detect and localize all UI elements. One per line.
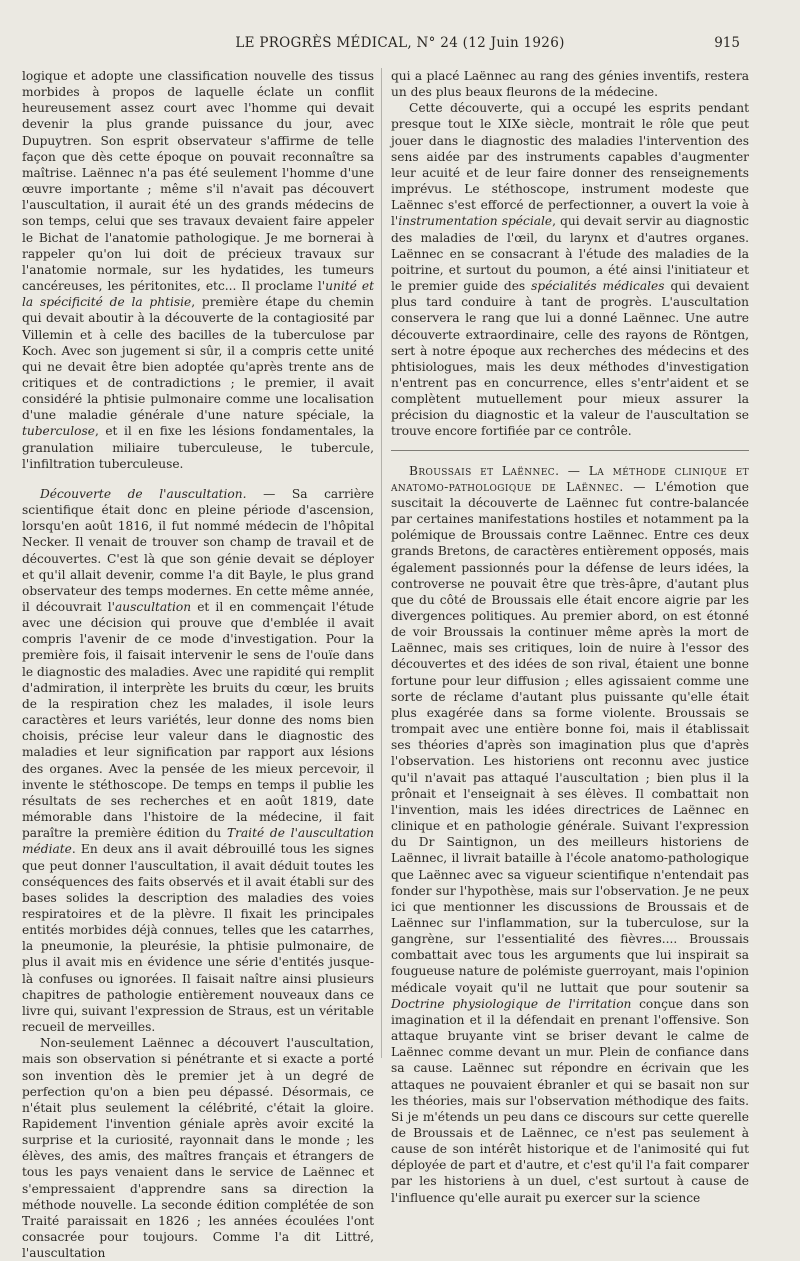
emphasis-specialites: spécialités médicales [531,279,665,294]
text-run: qui a placé Laënnec au rang des génies inventifs, restera un des plus beaux fleurons de la médecine. [391,69,749,100]
left-column [22,68,375,1261]
text-run: logique et adopte une classification nouvelle des tissus morbides à propos de laquelle éclate un conflit heureusement assez court avec l'homme qui devait devenir la plus grande puissance du jour, avec Dupuytren. Son esprit observateur s'affirme de telle façon que dès cette époque on pouvait reconnaître sa maîtrise. Laënnec n'a pas été seulement l'homme d'une œuvre importante ; même s'il n'avait pas découvert l'auscultation, il aurait été un des grands médecins de son temps, celui que ses travaux devaient faire appeler le Bichat de l'anatomie pathologique. Je me bornerai à rappeler qu'on lui doit de précieux travaux sur l'anatomie normale, sur les hydatides, les tumeurs cancéreuses, les péritonites, etc... Il proclame l' [22,69,374,294]
text-run: — Sa carrière scientifique était donc en pleine période d'ascension, lorsqu'en août 1816, il fut nommé médecin de l'hôpital Necker. Il venait de trouver son champ de travail et de découvertes. C'est là que son génie devait se déployer et qu'il allait devenir, comme l'a dit Bayle, le plus grand observateur des temps modernes. En cette même année, il découvrait l' [22,486,374,614]
text-run: Cette découverte, qui a occupé les esprits pendant presque tout le XIXe siècle, montrait le rôle que peut jouer dans le diagnostic des maladies l'intervention des sens aidée par des instruments capables d'augmenter leur acuité et de leur faire donner des renseignements imprévus. Le stéthoscope, instrument modeste que Laënnec s'est efforcé de perfectionner, a ouvert la voie à l' [391,101,749,229]
section-heading-auscultation: Découverte de l'auscultation. [40,486,247,501]
text-run: . En deux ans il avait débrouillé tous les signes que peut donner l'auscultation, il avait déduit toutes les conséquences des faits observés et il avait établi sur des bases solides la description des maladies des voies respiratoires et de la plèvre. Il fixait les principales entités morbides déjà connues, telles que les catarrhes, la pneumonie, la pleurésie, la phtisie pulmonaire, de plus il avait mis en évidence une série d'entités jusque-là confuses ou ignorées. Il faisait naître ainsi plusieurs chapitres de pathologie entièrement nouveaux dans ce livre qui, suivant l'expression de Straus, est un véritable recueil de merveilles. [22,842,374,1035]
emphasis-tuberculose: tuberculose [22,424,95,439]
paragraph-fleurons [391,68,749,100]
emphasis-doctrine: Doctrine physiologique de l'irritation [391,996,632,1011]
text-run: et il en commençait l'étude avec une décision qui prouve que d'emblée il avait compris l'avenir de ce mode d'investigation. Pour la première fois, il faisait intervenir le sens de l'ouïe dans le diagnostic des maladies. Avec une rapidité qui remplit d'admiration, il interprète les bruits du cœur, les bruits de la respiration chez les malades, il isole leurs caractères et leurs variétés, leur donne des noms bien choisis, précise leur valeur dans le diagnostic des maladies et leur signification par rapport aux lésions des organes. Avec la pensée de les mieux percevoir, il invente le stéthoscope. De temps en temps il publie les résultats de ses recherches et en août 1819, date mémorable dans l'histoire de la médecine, il fait paraître la première édition du [22,600,374,841]
emphasis-unite: unité et la spécificité de la phtisie [22,279,374,310]
emphasis-auscultation: auscultation [115,600,192,614]
section-heading-broussais: Broussais et Laënnec. — La méthode clinique et anatomo-pathologique de Laënnec. [391,463,749,494]
text-run: , première étape du chemin qui devait aboutir à la découverte de la contagiosité par Villemin et à celle des bacilles de la tuberculose par Koch. Avec son jugement si sûr, il a compris cette unité qui ne devait être bien adoptée qu'après trente ans de critiques et de contradictions ; le premier, il avait considéré la phtisie pulmonaire comme une localisation d'une maladie générale d'une nature spéciale, la [22,295,375,423]
text-run: — L'émotion que suscitait la découverte de Laënnec fut contre-balancée par certaines manifestations hostiles et notamment pa la polémique de Broussais contre Laënnec. Entre ces deux grands Bretons, de caractères entièrement opposés, mais également passionnés pour la défense de leurs idées, la controverse ne pouvait être que très-âpre, d'autant plus que du côté de Broussais elle était encore aigrie par les divergences politiques. Au premier abord, on est étonné de voir Broussais la continuer même après la mort de Laënnec, mais ses critiques, loin de nuire à l'essor des découvertes et des idées de son rival, étaient une bonne fortune pour leur diffusion ; elles agissaient comme une sorte de réclame d'autant plus puissante qu'elle était plus exagérée dans sa forme violente. Broussais se trompait avec une entière bonne foi, mais il établissait ses théories d'après son imagination plus que d'après l'observation. Les historiens ont reconnu avec justice qu'il n'avait pas attaqué l'auscultation ; bien plus il la prônait et l'enseignait à ses élèves. Il combattait non l'invention, mais les idées directrices de Laënnec en clinique et en pathologie générale. Suivant l'expression du Dr Saintignon, un des meilleurs historiens de Laënnec, il livrait bataille à l'école anatomo-pathologique que Laënnec avec sa vigueur scientifique n'entendait pas fonder sur l'hypothèse, mais sur l'observation. Je ne peux ici que mentionner les discussions de Broussais et de Laënnec sur l'inflammation, sur la tuberculose, sur la gangrène, sur l'essentialité des fièvres.... Broussais combattait avec tous les arguments que lui inspirait sa fougueuse nature de polémiste guerroyant, mais l'opinion médicale voyait qu'il ne luttait que pour soutenir sa [391,479,749,995]
paragraph-broussais [391,463,749,1206]
paragraph-cette-decouverte [391,100,749,439]
text-run: , et il en fixe les lésions fondamentales, la granulation miliaire tuberculeuse, le tubercule, l'infiltration tuberculeuse. [22,424,374,471]
running-title: LE PROGRÈS MÉDICAL, N° 24 (12 Juin 1926) [235,35,565,51]
page-header [0,32,800,56]
section-rule [391,450,749,451]
paragraph-decouverte [22,486,374,1035]
right-column [391,68,749,1205]
emphasis-instrumentation: instrumentation spéciale [398,214,553,229]
paragraph-tissus [22,68,374,472]
page-number: 915 [714,35,740,51]
text-run: conçue dans son imagination et il la défendait en prenant l'offensive. Son attaque bruyante vint se briser devant le calme de Laënnec comme devant un mur. Plein de confiance dans sa cause. Laënnec sut répondre en écrivain que les attaques ne pouvaient ébranler et qui se basait non sur les théories, mais sur l'observation méthodique des faits. Si je m'étends un peu dans ce discours sur cette querelle de Broussais et de Laënnec, ce n'est pas seulement à cause de son intérêt historique et de l'animosité qui fut déployée de part et d'autre, et c'est qu'il l'a fait comparer par les historiens à un duel, c'est surtout à cause de l'influence qu'elle aurait pu exercer sur la science [391,996,749,1205]
text-run: Non-seulement Laënnec a découvert l'auscultation, mais son observation si pénétrante et si exacte a porté son invention dès le premier jet à un degré de perfection qu'on a bien peu dépassé. Désormais, ce n'était plus seulement la célébrité, c'était la gloire. Rapidement l'invention géniale après avoir excité la surprise et la curiosité, rayonnait dans le monde ; les élèves, des amis, des maîtres français et étrangers de tous les pays venaient dans le service de Laënnec et s'empressaient d'apprendre sans sa direction la méthode nouvelle. La seconde édition complétée de son Traité paraissait en 1826 ; les années écoulées l'ont consacrée pour toujours. Comme l'a dit Littré, l'auscultation [22,1036,374,1261]
text-run: qui devaient plus tard conduire à tant de progrès. L'auscultation conservera le rang que lui a donné Laënnec. Une autre découverte extraordinaire, celle des rayons de Röntgen, sert à notre époque aux recherches des médecins et des phtisiologues, mais les deux méthodes d'investigation n'entrent pas en concurrence, elles s'entr'aident et se complètent mutuellement pour mieux assurer la précision du diagnostic et la valeur de l'auscultation se trouve encore fortifiée par ce contrôle. [391,279,749,439]
emphasis-traite: Traité de l'auscultation médiate [22,826,375,857]
paragraph-non-seulement [22,1035,374,1261]
text-run: , qui devait servir au diagnostic des maladies de l'œil, du larynx et d'autres organes. Laënnec en se consacrant à l'étude des maladies de la poitrine, et surtout du poumon, a été ainsi l'initiateur et le premier guide des [391,214,749,294]
column-divider [381,68,382,1058]
